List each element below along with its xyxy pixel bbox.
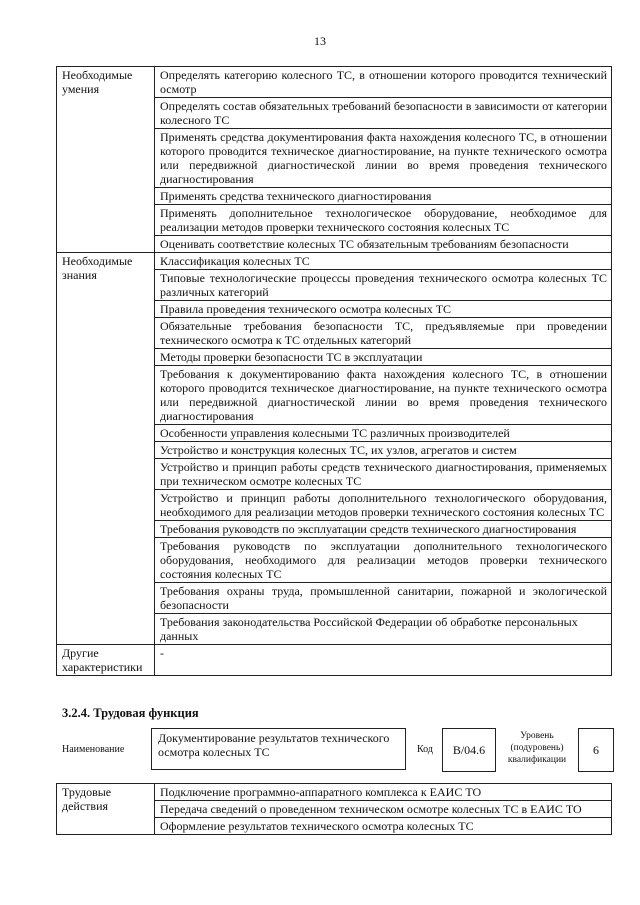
skill-cell: Применять средства технического диагностирования	[155, 188, 612, 205]
knowledge-cell: Классификация колесных ТС	[155, 253, 612, 270]
work-actions-table	[56, 783, 612, 835]
knowledge-cell: Устройство и принцип работы дополнительного технологического оборудования, необходимого для реализации методов проверки технического состояния колесных ТС	[155, 490, 612, 521]
skill-cell: Применять средства документирования факта нахождения колесного ТС, в отношении которого проводится техническое диагностирование, на пункте технического осмотра или передвижной диагностической линии во время проведения технического диагностирования	[155, 129, 612, 188]
skill-cell: Применять дополнительное технологическое оборудование, необходимое для реализации методов проверки технического состояния колесных ТС	[155, 205, 612, 236]
work-action-cell: Передача сведений о проведенном техническом осмотре колесных ТС в ЕАИС ТО	[155, 801, 612, 818]
function-code-label: Код	[417, 744, 433, 755]
knowledge-cell: Требования охраны труда, промышленной санитарии, пожарной и экологической безопасности	[155, 583, 612, 614]
knowledge-cell: Требования руководств по эксплуатации средств технического диагностирования	[155, 521, 612, 538]
function-name-label: Наименование	[62, 744, 125, 755]
knowledge-cell: Особенности управления колесными ТС различных производителей	[155, 425, 612, 442]
function-code-value: В/04.6	[442, 728, 496, 772]
requirements-table	[56, 66, 612, 676]
table-row	[57, 645, 612, 676]
knowledge-cell: Правила проведения технического осмотра колесных ТС	[155, 301, 612, 318]
knowledge-cell: Устройство и конструкция колесных ТС, их узлов, агрегатов и систем	[155, 442, 612, 459]
knowledge-cell: Методы проверки безопасности ТС в эксплуатации	[155, 349, 612, 366]
skill-cell: Определять состав обязательных требований безопасности в зависимости от категории колесного ТС	[155, 98, 612, 129]
knowledge-cell: Обязательные требования безопасности ТС, предъявляемые при проведении технического осмотра к ТС отдельных категорий	[155, 318, 612, 349]
skills-label: Необходимые умения	[57, 67, 155, 253]
work-action-cell: Подключение программно-аппаратного комплекса к ЕАИС ТО	[155, 784, 612, 801]
qualification-level-value: 6	[578, 728, 614, 772]
other-value: -	[155, 645, 612, 676]
skill-cell: Оценивать соответствие колесных ТС обязательным требованиям безопасности	[155, 236, 612, 253]
work-action-cell: Оформление результатов технического осмотра колесных ТС	[155, 818, 612, 835]
section-title: 3.2.4. Трудовая функция	[62, 706, 199, 720]
skill-cell: Определять категорию колесного ТС, в отношении которого проводится технический осмотр	[155, 67, 612, 98]
page-number: 13	[314, 34, 326, 48]
knowledge-cell: Требования законодательства Российской Федерации об обработке персональных данных	[155, 614, 612, 645]
knowledge-cell: Устройство и принцип работы средств технического диагностирования, применяемых при техническом осмотре колесных ТС	[155, 459, 612, 490]
work-actions-label: Трудовые действия	[57, 784, 155, 835]
knowledge-cell: Типовые технологические процессы проведения технического осмотра колесных ТС различных категорий	[155, 270, 612, 301]
table-row	[57, 67, 612, 98]
knowledge-cell: Требования к документированию факта нахождения колесного ТС, в отношении которого проводится техническое диагностирование, на пункте технического осмотра или передвижной диагностической линии во время проведения технического диагностирования	[155, 366, 612, 425]
knowledge-cell: Требования руководств по эксплуатации дополнительного технологического оборудования, необходимого для реализации методов проверки технического состояния колесных ТС	[155, 538, 612, 583]
function-name-value: Документирование результатов технического осмотра колесных ТС	[151, 728, 406, 770]
table-row	[57, 784, 612, 801]
qualification-level-label: Уровень (подуровень) квалификации	[507, 731, 567, 765]
table-row	[57, 253, 612, 270]
knowledge-label: Необходимые знания	[57, 253, 155, 645]
other-label: Другие характеристики	[57, 645, 155, 676]
